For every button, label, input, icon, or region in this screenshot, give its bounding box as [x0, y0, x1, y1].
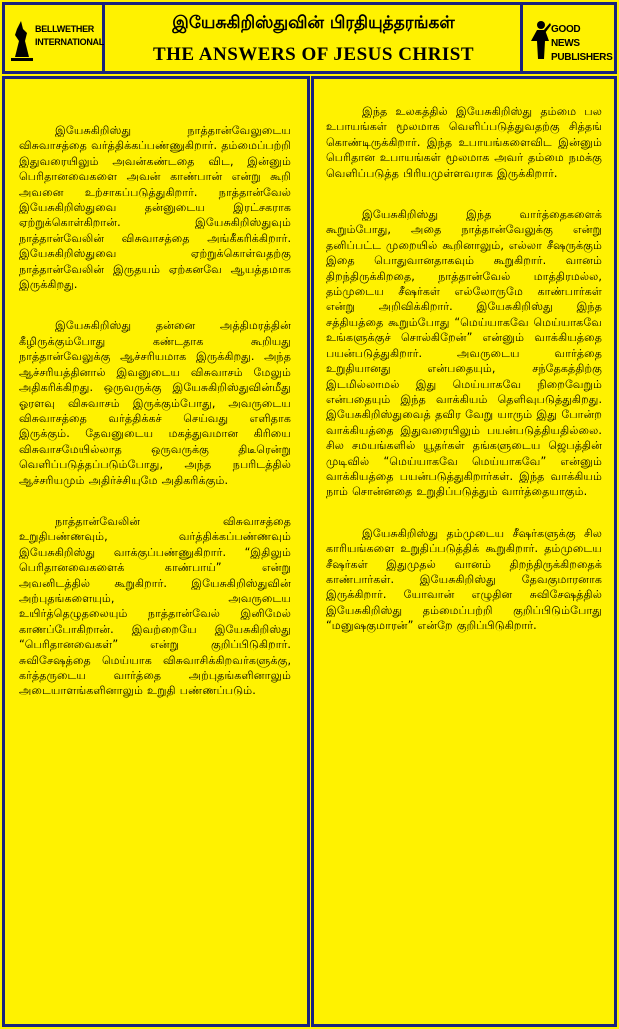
right-paragraph-2: இயேசுகிறிஸ்து இந்த வார்த்தைகளைக் கூறும்போது, அதை நாத்தான்வேலுக்கு என்று தனிப்பட்ட முறையில் கூறினாலும், எல்லா சீஷருக்கும் இதை பொதுவானதாகவும் கூறுகிறார். வானம் திறந்திருக்கிறதை, நாத்தான்வேல் மாத்திரமல்ல, தம்முடைய சீஷர்கள் எல்லோருமே காண்பார்கள் என்று அறிவிக்கிறார். இயேசுகிறிஸ்து இந்த சத்தியத்தை கூறும்போது “மெய்யாகவே மெய்யாகவே உங்களுக்குச் சொல்கிறேன்” என்னும் வாக்கியத்தை பயன்படுத்துகிறார். அவருடைய வார்த்தை உறுதியானது என்பதையும், சந்தேகத்திற்கு இடமில்லாமல் இது மெய்யாகவே நிறைவேறும் என்பதையும் இந்த வாக்கியம் தெளிவுபடுத்துகிறது. இயேசுகிறிஸ்துவைத் தவிர வேறு யாரும் இது போன்ற வாக்கியத்தை இதுவரையிலும் பயன்படுத்தியதில்லை. சில சமயங்களில் யூதர்கள் தங்களுடைய ஜெபத்தின் முடிவில் “மெய்யாகவே மெய்யாகவே” என்னும் வாக்கியத்தை பயன்படுத்துகிறார்கள். இந்த வாக்கியம் நாம் சொன்னதை உறுதிப்படுத்தும் வார்த்தையாகும்.: [326, 208, 602, 499]
good-news-logo: [520, 5, 614, 71]
bellwether-logo: [5, 5, 105, 71]
bellwether-logo-text: BELLWETHER INTERNATIONAL: [35, 24, 104, 47]
right-text-column: [311, 76, 617, 1027]
good-news-logo-text: GOOD NEWS PUBLISHERS: [551, 24, 613, 63]
good-news-figure-icon: [529, 19, 551, 61]
page-title-english: THE ANSWERS OF JESUS CHRIST: [152, 44, 475, 65]
header-banner: [2, 2, 617, 74]
page-title-tamil: இயேசுகிறிஸ்துவின் பிரதியுத்தரங்கள்: [172, 13, 455, 33]
left-paragraph-1: இயேசுகிறிஸ்து நாத்தான்வேலுடைய விசுவாசத்தை வர்த்திக்கப்பண்ணுகிறார். தம்மைப்பற்றி இதுவரையிலும் அவன்கண்டதை விட, இன்னும் பெரிதானவைகளை அவன் காண்பான் என்று கூறி அவனை உற்சாகப்படுத்துகிறார். நாத்தான்வேல் இயேசுகிறிஸ்துவை தன்னுடைய இரட்சகராக ஏற்றுக்கொள்கிறான். இயேசுகிறிஸ்துவும் நாத்தான்வேலின் விசுவாசத்தை அங்கீகரிக்கிறார். இயேசுகிறிஸ்துவை ஏற்றுக்கொள்வதற்கு நாத்தான்வேலின் இருதயம் ஏற்கனவே ஆயத்தமாக இருக்கிறது.: [19, 124, 291, 292]
left-text-column: [2, 76, 310, 1027]
right-paragraph-3: இயேசுகிறிஸ்து தம்முடைய சீஷர்களுக்கு சில காரியங்களை உறுதிப்படுத்திக் கூறுகிறார். தம்முடைய சீஷர்கள் இதுமுதல் வானம் திறந்திருக்கிறதைக் காண்பார்கள். இயேசுகிறிஸ்து தேவகுமாரனாக இருக்கிறார். யோவான் எழுதின சுவிசேஷத்தில் இயேசுகிறிஸ்து தம்மைப்பற்றி குறிப்பிடும்போது “மனுஷகுமாரன்” என்றே குறிப்பிடுகிறார்.: [326, 526, 602, 633]
right-paragraph-1: இந்த உலகத்தில் இயேசுகிறிஸ்து தம்மை பல உபாயங்கள் மூலமாக வெளிப்படுத்துவதற்கு சித்தங் கொண்டிருக்கிறார். இந்த உபாயங்களைவிட இன்னும் பெரிதான உபாயங்கள் மூலமாக அவர் தம்மை நமக்கு வெளிப்படுத்த பிரியமுள்ளவராக இருக்கிறார்.: [326, 105, 602, 180]
left-paragraph-3: நாத்தான்வேலின் விசுவாசத்தை உறுதிபண்ணவும், வர்த்திக்கப்பண்ணவும் இயேசுகிறிஸ்து வாக்குப்பண்ணுகிறார். “இதிலும் பெரிதானவைகளைக் காண்பாய்” என்று அவனிடத்தில் கூறுகிறார். இயேசுகிறிஸ்துவின் அற்புதங்களையும், அவருடைய உயிர்த்தெழுதலையும் நாத்தான்வேல் இனிமேல் காணப்போகிறான். இவற்றையே இயேசுகிறிஸ்து “பெரிதானவைகள்” என்று குறிப்பிடுகிறார். சுவிசேஷத்தை மெய்யாக விசுவாசிக்கிறவர்களுக்கு, கர்த்தருடைய வார்த்தை அற்புதங்களினாலும் அடையாளங்களினாலும் உறுதி பண்ணப்படும்.: [19, 514, 291, 698]
bellwether-sheep-icon: [11, 19, 33, 61]
left-paragraph-2: இயேசுகிறிஸ்து தன்னை அத்திமரத்தின் கீழிருக்கும்போது கண்டதாக கூறியது நாத்தான்வேலுக்கு ஆச்சரியமாக இருக்கிறது. அந்த ஆச்சரியத்தினால் இவனுடைய விசுவாசம் மேலும் அதிகரிக்கிறது. ஒருவருக்கு இயேசுகிறிஸ்துவின்மீது ஓரளவு விசுவாசம் இருக்கும்போது, அவருடைய விசுவாசத்தை வர்த்திக்கச் செய்வது எளிதாக இருக்கும். தேவனுடைய மகத்துவமான கிரியை விசுவாசமேயில்லாத ஒருவருக்கு திடீரென்று வெளிப்படுத்தப்படும்போது, அந்த நபரிடத்தில் ஆச்சரியமும் அதிர்ச்சியுமே அதிகரிக்கும்.: [19, 319, 291, 487]
